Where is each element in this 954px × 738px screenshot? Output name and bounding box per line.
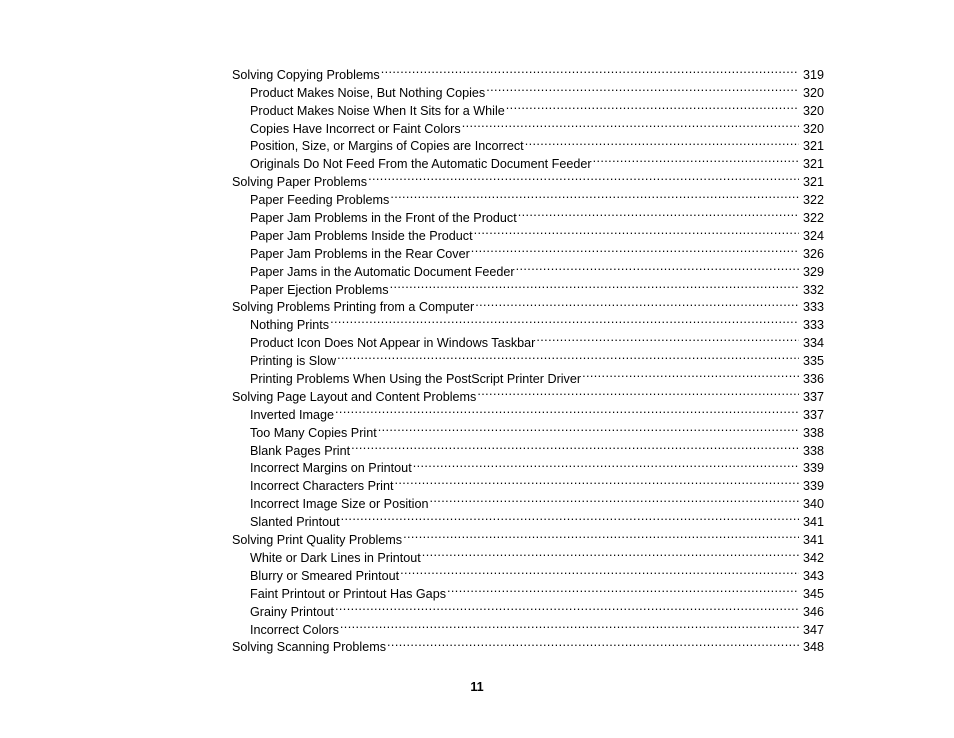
toc-entry-page-number: 320 bbox=[802, 103, 824, 118]
toc-entry-title: Blank Pages Print bbox=[250, 443, 351, 458]
toc-entry-title: Paper Feeding Problems bbox=[250, 193, 390, 208]
toc-dot-leader bbox=[447, 580, 799, 598]
toc-dot-leader bbox=[477, 383, 799, 401]
toc-entry-title: Solving Page Layout and Content Problems bbox=[232, 389, 477, 404]
toc-entry-title: Copies Have Incorrect or Faint Colors bbox=[250, 121, 461, 136]
toc-entry-title: Paper Jam Problems in the Front of the Product bbox=[250, 211, 517, 226]
table-of-contents bbox=[232, 61, 824, 655]
toc-entry-page-number: 326 bbox=[802, 246, 824, 261]
toc-entry-title: Solving Scanning Problems bbox=[232, 640, 387, 655]
toc-entry-title: Originals Do Not Feed From the Automatic Document Feeder bbox=[250, 157, 592, 172]
toc-dot-leader bbox=[400, 562, 799, 580]
toc-entry-title: Faint Printout or Printout Has Gaps bbox=[250, 586, 446, 601]
toc-dot-leader bbox=[403, 526, 799, 544]
toc-dot-leader bbox=[378, 419, 799, 437]
page-number: 11 bbox=[470, 680, 484, 694]
toc-entry-page-number: 340 bbox=[802, 497, 824, 512]
toc-entry-page-number: 339 bbox=[802, 461, 824, 476]
toc-entry-title: Incorrect Colors bbox=[250, 622, 339, 637]
toc-entry-page-number: 345 bbox=[802, 586, 824, 601]
toc-entry-title: Paper Jams in the Automatic Document Feeder bbox=[250, 264, 515, 279]
toc-dot-leader bbox=[422, 544, 799, 562]
toc-entry-page-number: 321 bbox=[802, 175, 824, 190]
toc-dot-leader bbox=[390, 186, 799, 204]
toc-entry-title: Blurry or Smeared Printout bbox=[250, 568, 400, 583]
toc-dot-leader bbox=[413, 455, 799, 473]
toc-dot-leader bbox=[330, 311, 799, 329]
toc-entry-page-number: 333 bbox=[802, 318, 824, 333]
toc-entry-title: Inverted Image bbox=[250, 407, 335, 422]
toc-entry-page-number: 348 bbox=[802, 640, 824, 655]
toc-entry-title: Product Makes Noise, But Nothing Copies bbox=[250, 85, 486, 100]
toc-entry-title: Product Icon Does Not Appear in Windows Taskbar bbox=[250, 336, 536, 351]
toc-dot-leader bbox=[462, 115, 799, 133]
toc-dot-leader bbox=[525, 133, 799, 151]
toc-entry-title: Nothing Prints bbox=[250, 318, 330, 333]
toc-dot-leader bbox=[471, 240, 799, 258]
toc-dot-leader bbox=[474, 222, 799, 240]
toc-entry-title: Solving Copying Problems bbox=[232, 67, 380, 82]
toc-dot-leader bbox=[335, 401, 799, 419]
toc-dot-leader bbox=[536, 329, 799, 347]
toc-entry-page-number: 337 bbox=[802, 389, 824, 404]
toc-entry-page-number: 321 bbox=[802, 157, 824, 172]
toc-entry-page-number: 333 bbox=[802, 300, 824, 315]
toc-entry-page-number: 336 bbox=[802, 372, 824, 387]
toc-entry-page-number: 322 bbox=[802, 211, 824, 226]
toc-entry-title: Paper Ejection Problems bbox=[250, 282, 389, 297]
toc-dot-leader bbox=[593, 150, 799, 168]
toc-entry-page-number: 332 bbox=[802, 282, 824, 297]
toc-dot-leader bbox=[337, 347, 799, 365]
toc-entry-page-number: 337 bbox=[802, 407, 824, 422]
toc-dot-leader bbox=[506, 97, 799, 115]
toc-entry-page-number: 341 bbox=[802, 515, 824, 530]
toc-entry-page-number: 339 bbox=[802, 479, 824, 494]
toc-entry-title: Grainy Printout bbox=[250, 604, 334, 619]
toc-entry-page-number: 329 bbox=[802, 264, 824, 279]
toc-dot-leader bbox=[486, 79, 799, 97]
toc-entry-title: Printing is Slow bbox=[250, 354, 337, 369]
toc-dot-leader bbox=[516, 258, 799, 276]
toc-entry-title: Solving Paper Problems bbox=[232, 175, 368, 190]
toc-dot-leader bbox=[335, 598, 799, 616]
toc-entry-page-number: 322 bbox=[802, 193, 824, 208]
toc-entry-page-number: 320 bbox=[802, 121, 824, 136]
toc-entry-title: Incorrect Characters Print bbox=[250, 479, 394, 494]
toc-entry-title: Product Makes Noise When It Sits for a While bbox=[250, 103, 505, 118]
toc-entry-page-number: 346 bbox=[802, 604, 824, 619]
toc-entry-title: Slanted Printout bbox=[250, 515, 340, 530]
toc-entry-page-number: 343 bbox=[802, 568, 824, 583]
toc-entry-page-number: 320 bbox=[802, 85, 824, 100]
toc-entry-title: Paper Jam Problems Inside the Product bbox=[250, 228, 473, 243]
toc-entry-title: Position, Size, or Margins of Copies are Incorrect bbox=[250, 139, 524, 154]
toc-entry-title: White or Dark Lines in Printout bbox=[250, 550, 421, 565]
toc-entry-page-number: 347 bbox=[802, 622, 824, 637]
toc-entry-page-number: 341 bbox=[802, 533, 824, 548]
toc-dot-leader bbox=[582, 365, 799, 383]
toc-dot-leader bbox=[518, 204, 799, 222]
toc-entry-page-number: 324 bbox=[802, 228, 824, 243]
toc-entry-page-number: 342 bbox=[802, 550, 824, 565]
toc-entry-page-number: 334 bbox=[802, 336, 824, 351]
toc-entry-title: Incorrect Margins on Printout bbox=[250, 461, 412, 476]
toc-entry-title: Solving Print Quality Problems bbox=[232, 533, 403, 548]
toc-dot-leader bbox=[351, 437, 799, 455]
toc-entry-page-number: 319 bbox=[802, 67, 824, 82]
toc-dot-leader bbox=[394, 472, 799, 490]
toc-entry[interactable] bbox=[232, 61, 824, 82]
toc-entry-page-number: 338 bbox=[802, 425, 824, 440]
toc-entry-title: Printing Problems When Using the PostScript Printer Driver bbox=[250, 372, 582, 387]
toc-dot-leader bbox=[390, 276, 799, 294]
toc-dot-leader bbox=[430, 490, 800, 508]
toc-entry-title: Too Many Copies Print bbox=[250, 425, 377, 440]
toc-entry-page-number: 321 bbox=[802, 139, 824, 154]
toc-entry-title: Incorrect Image Size or Position bbox=[250, 497, 429, 512]
toc-entry-page-number: 335 bbox=[802, 354, 824, 369]
toc-dot-leader bbox=[387, 634, 799, 652]
toc-entry-page-number: 338 bbox=[802, 443, 824, 458]
toc-entry-title: Paper Jam Problems in the Rear Cover bbox=[250, 246, 470, 261]
toc-dot-leader bbox=[340, 616, 799, 634]
toc-dot-leader bbox=[368, 168, 799, 186]
toc-entry-title: Solving Problems Printing from a Computer bbox=[232, 300, 475, 315]
toc-dot-leader bbox=[381, 61, 799, 79]
toc-dot-leader bbox=[475, 294, 799, 312]
toc-dot-leader bbox=[341, 508, 799, 526]
